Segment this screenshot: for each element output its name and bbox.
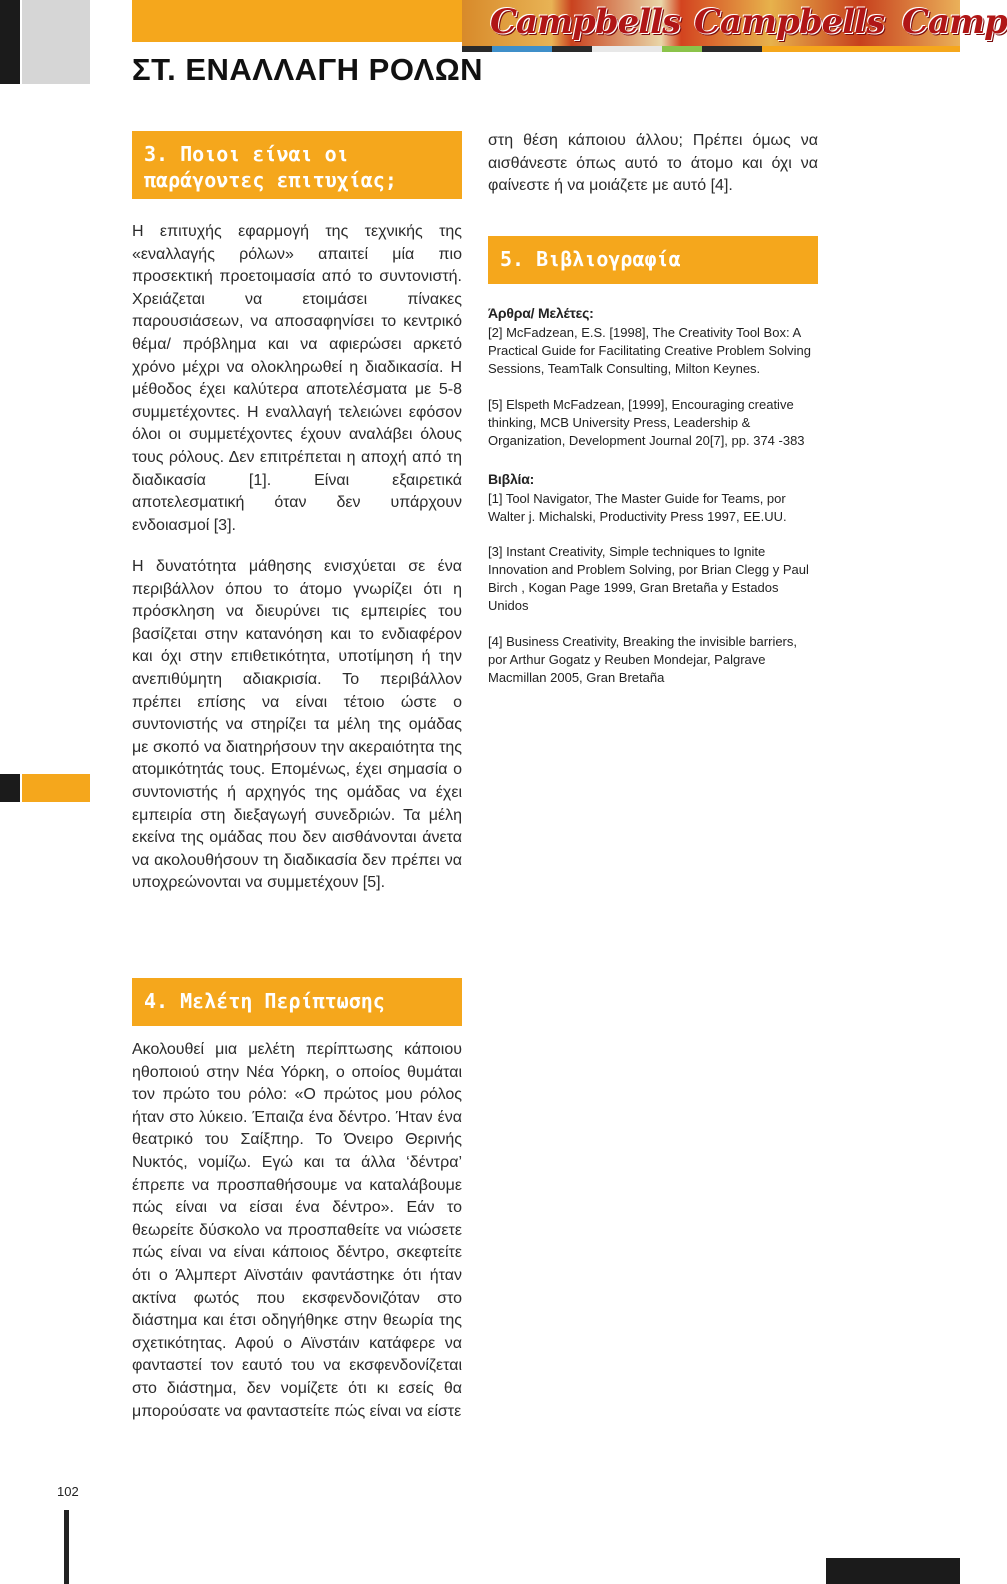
brand-logo-text: Campbells	[490, 2, 681, 42]
page-title: ΣΤ. ΕΝΑΛΛΑΓΗ ΡΟΛΩΝ	[132, 52, 484, 87]
section-4-paragraph: Ακολουθεί μια μελέτη περίπτωσης κάποιου ηθοποιού στην Νέα Υόρκη, ο οποίος θυμάται τον πρώτο του ρόλο: «Ο πρώτος μου ρόλος ήταν στο λύκειο. Έπαιζα ένα δέντρο. Ήταν ένα θεατρικό του Σαίξπηρ. Το Όνειρο Θερινής Νυκτός, νομίζω. Εγώ και τα άλλα ‘δέντρα’ έπρεπε να προσπαθήσουμε να καταλάβουμε πώς είναι να είσαι ένα δέντρο». Εάν το θεωρείτε δύσκολο να προσπαθείτε να νιώσετε πώς είναι να είναι κάποιος δέντρο, σκεφτείτε ότι ο Άλμπερτ Αϊνστάιν φαντάστηκε ότι ήταν ακτίνα φωτός που εκσφενδονιζόταν στο διάστημα και έτσι οδηγήθηκε στην θεωρία της σχετικότητας. Αφού ο Αϊνστάιν κατάφερε να φανταστεί τον εαυτό του να εκσφενδονίζεται στο διάστημα, δεν νομίζετε ότι κι εσείς θα μπορούσατε να φανταστείτε πώς είναι να είστε	[132, 1041, 462, 1420]
side-marker-accent	[22, 774, 90, 802]
corner-tab-gray	[22, 0, 90, 84]
section-4-heading: 4. Μελέτη Περίπτωσης	[132, 978, 462, 1026]
header-color-strip	[462, 46, 960, 52]
reference-item: [1] Tool Navigator, The Master Guide for Teams, por Walter j. Michalski, Productivity Press 1997, EE.UU.	[488, 491, 787, 524]
reference-item: [2] McFadzean, E.S. [1998], The Creativity Tool Box: A Practical Guide for Facilitating Creative Problem Solving Sessions, TeamTalk Consulting, Milton Keynes.	[488, 325, 811, 376]
footer-corner-block	[826, 1558, 960, 1584]
corner-tab-dark	[0, 0, 20, 84]
section-3-heading: 3. Ποιοι είναι οι παράγοντες επιτυχίας;	[132, 131, 462, 199]
brand-logo-text: Camp	[902, 2, 1007, 42]
reference-item: [3] Instant Creativity, Simple techniques to Ignite Innovation and Problem Solving, por Brian Clegg y Paul Birch , Kogan Page 1999, Gran Bretaña y Estados Unidos	[488, 544, 809, 613]
header-brand-image	[462, 0, 1007, 46]
page-number: 102	[57, 1484, 79, 1499]
continuation-paragraph: στη θέση κάποιου άλλου; Πρέπει όμως να αισθάνεστε όπως αυτό το άτομο και όχι να φαίνεστε ή να μοιάζετε με αυτό [4].	[488, 132, 818, 195]
side-marker-dark	[0, 774, 20, 802]
books-subheading: Βιβλία:	[488, 471, 535, 487]
footer-rule	[64, 1510, 69, 1584]
reference-item: [5] Elspeth McFadzean, [1999], Encouraging creative thinking, MCB University Press, Leadership & Organization, Development Journal 20[7], pp. 374 -383	[488, 397, 805, 448]
section-5-heading: 5. Βιβλιογραφία	[488, 236, 818, 284]
articles-subheading: Άρθρα/ Μελέτες:	[488, 305, 594, 321]
brand-logo-text: Campbells	[694, 2, 885, 42]
section-3-paragraph-1: Η επιτυχής εφαρμογή της τεχνικής της «εναλλαγής ρόλων» απαιτεί μία πιο προσεκτική προετοιμασία από το συντονιστή. Χρειάζεται να ετοιμάσει πίνακες παρουσιάσεων, να αποσαφηνίσει το κεντρικό θέμα/ πρόβλημα και να αφιερώσει αρκετό χρόνο μέχρι να ολοκληρωθεί η διαδικασία. Η μέθοδος έχει καλύτερα αποτελέσματα με 5-8 συμμετέχοντες. Η εναλλαγή τελειώνει εφόσον όλοι οι συμμετέχοντες έχουν αναλάβει όλους τους ρόλους. Δεν επιτρέπεται η αποχή από τη διαδικασία [1]. Είναι εξαιρετικά αποτελεσματική όταν δεν υπάρχουν ενδοιασμοί [3].	[132, 223, 462, 534]
header-accent-bar	[132, 0, 462, 42]
section-3-paragraph-2: Η δυνατότητα μάθησης ενισχύεται σε ένα περιβάλλον όπου το άτομο γνωρίζει ότι η πρόσκληση να διευρύνει τις εμπειρίες του βασίζεται στην κατανόηση και το ενδιαφέρον και όχι στην επιθετικότητα, υποτίμηση ή την ανεπιθύμητη αδιακρισία. Το περιβάλλον πρέπει επίσης να είναι τέτοιο ώστε ο συντονιστής να στηρίζει τα μέλη της ομάδας με σκοπό να διατηρήσουν την ακεραιότητα της ατομικότητάς τους. Επομένως, έχει σημασία ο συντονιστής ή αρχηγός της ομάδας να έχει εμπειρία στη διεξαγωγή συνεδριών. Τα μέλη εκείνα της ομάδας που δεν αισθάνονται άνετα να ακολουθήσουν τη διαδικασία δεν πρέπει να υποχρεώνονται να συμμετέχουν [5].	[132, 558, 462, 892]
reference-item: [4] Business Creativity, Breaking the invisible barriers, por Arthur Gogatz y Reuben Mondejar, Palgrave Macmillan 2005, Gran Bretaña	[488, 634, 797, 685]
